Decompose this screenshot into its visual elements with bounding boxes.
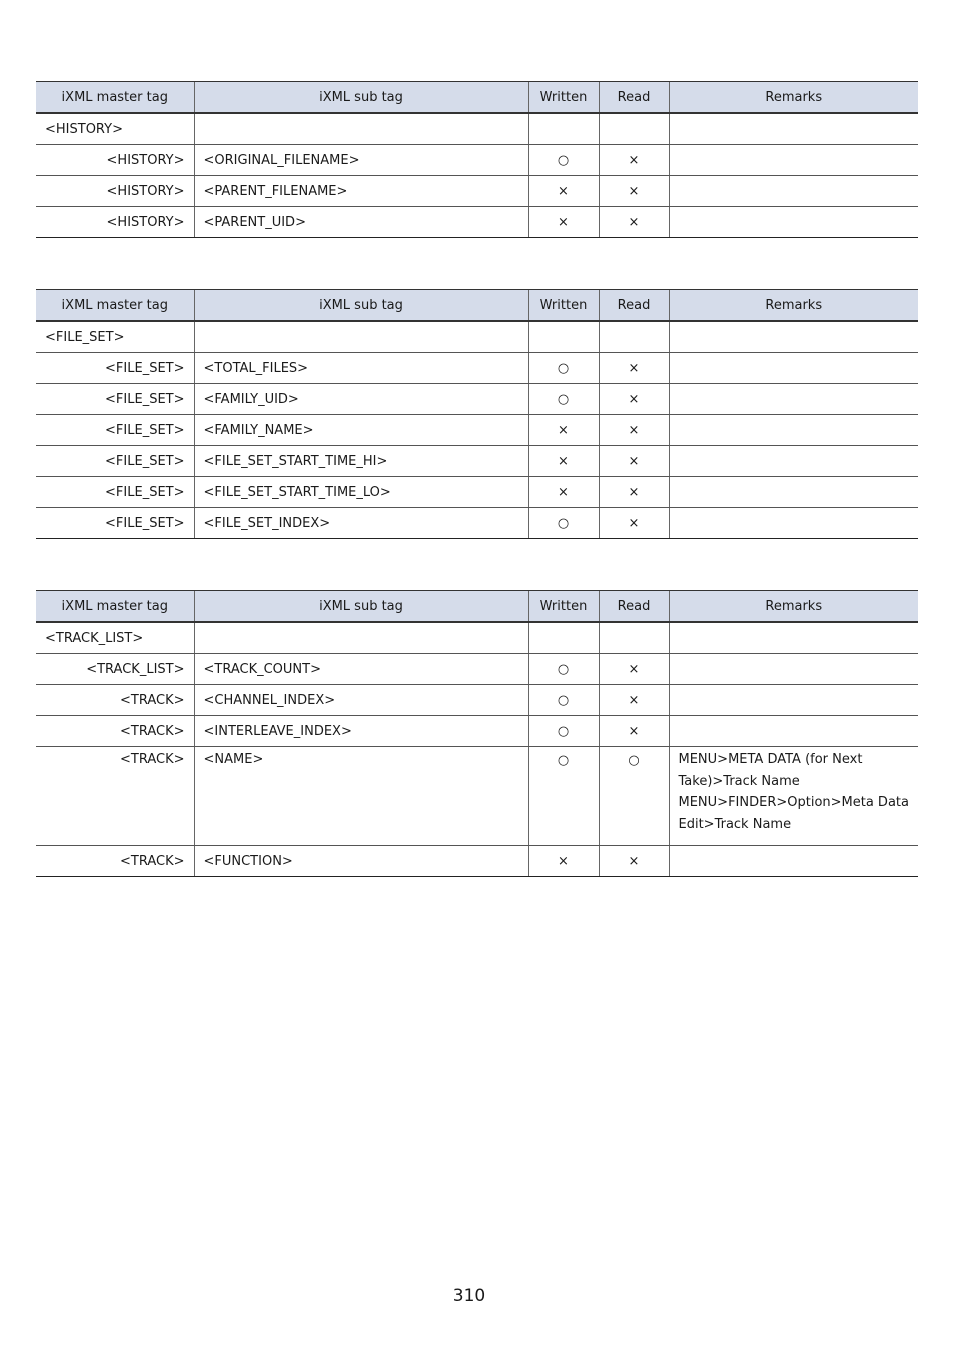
remarks-line: Edit>Track Name [678,816,792,832]
written-mark: × [528,415,599,446]
sub-tag-cell: <FILE_SET_INDEX> [194,508,528,539]
ixml-tag-table [36,289,918,539]
master-tag-cell: <FILE_SET> [36,353,194,384]
sub-tag-cell: <FILE_SET_START_TIME_HI> [194,446,528,477]
table-row [36,176,918,207]
remarks-cell [669,846,918,877]
master-tag-cell: <FILE_SET> [36,508,194,539]
written-mark: ○ [528,747,599,846]
read-cell [599,321,669,353]
read-mark: × [599,176,669,207]
read-mark: × [599,145,669,176]
written-mark: × [528,446,599,477]
master-tag-cell: <FILE_SET> [36,477,194,508]
header-written: Written [528,290,599,322]
sub-tag-cell: <FUNCTION> [194,846,528,877]
sub-tag-cell: <TOTAL_FILES> [194,353,528,384]
written-mark: ○ [528,654,599,685]
ixml-tag-table [36,590,918,877]
remarks-cell [669,747,918,846]
header-master-tag: iXML master tag [36,591,194,623]
read-mark: × [599,846,669,877]
header-remarks: Remarks [669,82,918,114]
remarks-cell [669,113,918,145]
sub-tag-cell: <CHANNEL_INDEX> [194,685,528,716]
master-tag-cell: <TRACK> [36,846,194,877]
master-tag-cell: <TRACK_LIST> [36,654,194,685]
table-row [36,747,918,846]
sub-tag-cell: <PARENT_FILENAME> [194,176,528,207]
table-row [36,477,918,508]
header-sub-tag: iXML sub tag [194,82,528,114]
header-written: Written [528,82,599,114]
sub-tag-cell [194,622,528,654]
master-tag-cell: <TRACK> [36,716,194,747]
remarks-cell [669,477,918,508]
table-row [36,685,918,716]
remarks-cell [669,145,918,176]
table-row [36,145,918,176]
read-cell [599,622,669,654]
written-cell [528,113,599,145]
read-mark: × [599,446,669,477]
master-tag-cell: <FILE_SET> [36,384,194,415]
master-tag-cell: <TRACK_LIST> [36,622,194,654]
table-row [36,384,918,415]
read-mark: ○ [599,747,669,846]
read-mark: × [599,716,669,747]
written-cell [528,321,599,353]
remarks-cell [669,353,918,384]
table-row [36,446,918,477]
header-master-tag: iXML master tag [36,290,194,322]
header-written: Written [528,591,599,623]
written-mark: × [528,176,599,207]
written-mark: × [528,846,599,877]
table-row [36,353,918,384]
sub-tag-cell [194,113,528,145]
read-mark: × [599,384,669,415]
written-mark: × [528,477,599,508]
master-tag-cell: <TRACK> [36,747,194,846]
sub-tag-cell [194,321,528,353]
sub-tag-cell: <FAMILY_NAME> [194,415,528,446]
master-tag-cell: <HISTORY> [36,113,194,145]
table-row [36,846,918,877]
sub-tag-cell: <ORIGINAL_FILENAME> [194,145,528,176]
sub-tag-cell: <PARENT_UID> [194,207,528,238]
written-mark: ○ [528,145,599,176]
read-mark: × [599,353,669,384]
table-row [36,654,918,685]
remarks-cell [669,321,918,353]
header-remarks: Remarks [669,290,918,322]
header-read: Read [599,290,669,322]
remarks-cell [669,654,918,685]
header-row [36,290,918,322]
written-mark: ○ [528,353,599,384]
master-tag-cell: <FILE_SET> [36,415,194,446]
table-row [36,508,918,539]
table-row [36,622,918,654]
header-row [36,82,918,114]
remarks-cell [669,384,918,415]
table-row [36,321,918,353]
header-master-tag: iXML master tag [36,82,194,114]
header-sub-tag: iXML sub tag [194,591,528,623]
header-read: Read [599,82,669,114]
remarks-cell [669,622,918,654]
master-tag-cell: <HISTORY> [36,207,194,238]
table-row [36,113,918,145]
master-tag-cell: <FILE_SET> [36,446,194,477]
sub-tag-cell: <INTERLEAVE_INDEX> [194,716,528,747]
read-mark: × [599,477,669,508]
written-mark: × [528,207,599,238]
header-read: Read [599,591,669,623]
written-cell [528,622,599,654]
master-tag-cell: <FILE_SET> [36,321,194,353]
header-sub-tag: iXML sub tag [194,290,528,322]
remarks-cell [669,716,918,747]
read-mark: × [599,685,669,716]
written-mark: ○ [528,685,599,716]
remarks-line: MENU>META DATA (for Next [678,752,863,767]
table-row [36,207,918,238]
remarks-cell [669,508,918,539]
written-mark: ○ [528,508,599,539]
ixml-tag-table [36,81,918,238]
remarks-line: MENU>FINDER>Option>Meta Data [678,795,909,810]
read-mark: × [599,415,669,446]
remarks-cell [669,207,918,238]
sub-tag-cell: <NAME> [194,747,528,846]
written-mark: ○ [528,716,599,747]
remarks-line: Take)>Track Name [678,773,800,789]
table-row [36,415,918,446]
remarks-cell [669,415,918,446]
written-mark: ○ [528,384,599,415]
table-row [36,716,918,747]
read-mark: × [599,654,669,685]
read-mark: × [599,508,669,539]
master-tag-cell: <HISTORY> [36,145,194,176]
header-row [36,591,918,623]
page-number: 310 [452,1286,486,1306]
master-tag-cell: <HISTORY> [36,176,194,207]
read-mark: × [599,207,669,238]
header-remarks: Remarks [669,591,918,623]
sub-tag-cell: <TRACK_COUNT> [194,654,528,685]
remarks-cell [669,685,918,716]
remarks-cell [669,176,918,207]
sub-tag-cell: <FAMILY_UID> [194,384,528,415]
master-tag-cell: <TRACK> [36,685,194,716]
remarks-cell [669,446,918,477]
read-cell [599,113,669,145]
sub-tag-cell: <FILE_SET_START_TIME_LO> [194,477,528,508]
